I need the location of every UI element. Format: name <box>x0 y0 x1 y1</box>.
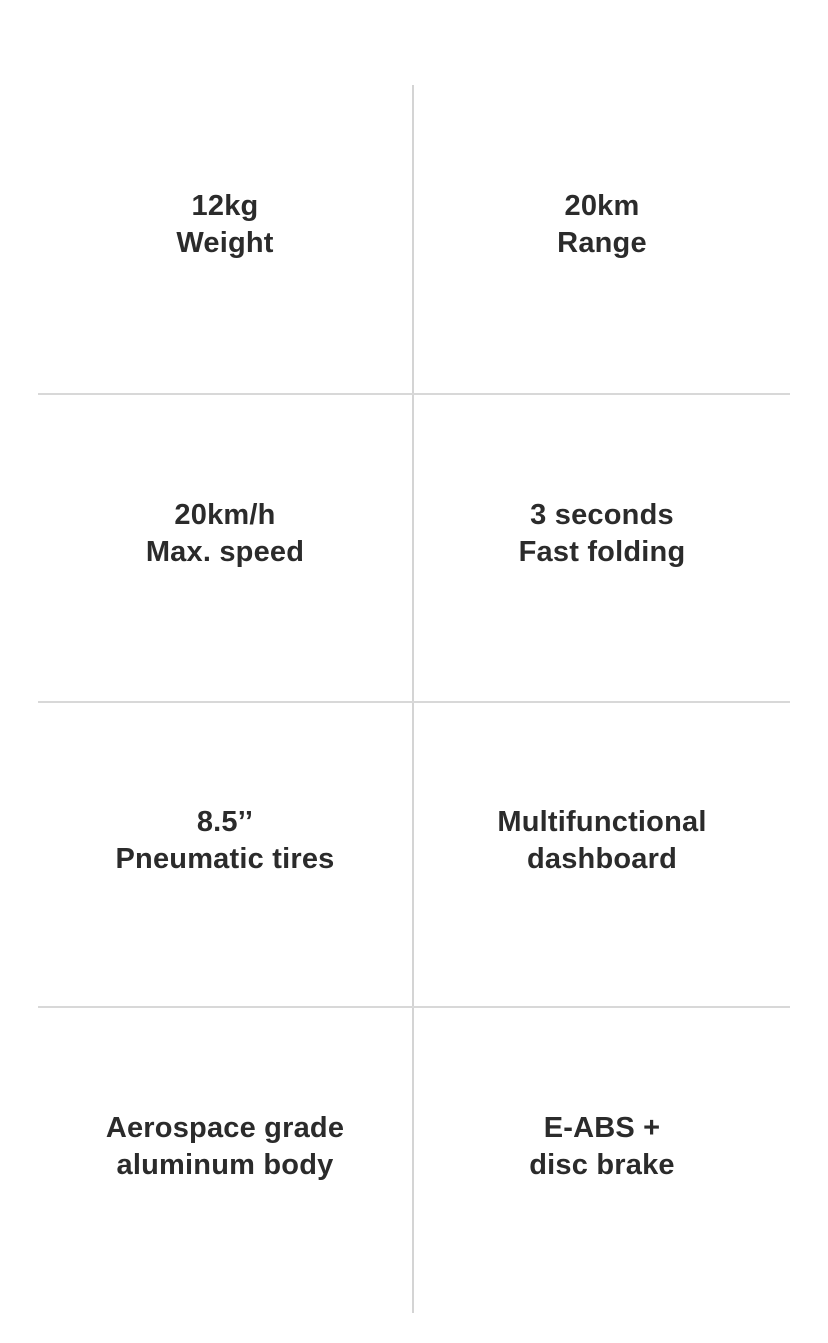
spec-brake-label: disc brake <box>529 1148 675 1181</box>
spec-tires-label: Pneumatic tires <box>115 842 335 875</box>
spec-brake-value: E-ABS + <box>543 1111 661 1144</box>
spec-weight <box>38 85 412 393</box>
spec-dashboard-label: dashboard <box>526 842 678 875</box>
spec-body-value: Aerospace grade <box>105 1111 345 1144</box>
spec-weight-value: 12kg <box>191 190 259 222</box>
spec-max-speed-label: Max. speed <box>145 536 305 568</box>
spec-tires <box>38 703 412 1006</box>
spec-tires-value: 8.5’’ <box>196 805 254 838</box>
spec-max-speed <box>38 395 412 701</box>
spec-body <box>38 1008 412 1313</box>
spec-brake <box>414 1008 790 1313</box>
spec-dashboard-value: Multifunctional <box>497 805 707 838</box>
spec-max-speed-value: 20km/h <box>174 499 276 531</box>
spec-range-value: 20km <box>564 190 640 222</box>
spec-fast-folding-label: Fast folding <box>518 536 686 568</box>
spec-weight-label: Weight <box>176 227 274 259</box>
spec-range-label: Range <box>557 227 647 259</box>
spec-body-label: aluminum body <box>116 1148 334 1181</box>
spec-range <box>414 85 790 393</box>
spec-fast-folding-value: 3 seconds <box>530 499 674 531</box>
spec-fast-folding <box>414 395 790 701</box>
spec-dashboard <box>414 703 790 1006</box>
